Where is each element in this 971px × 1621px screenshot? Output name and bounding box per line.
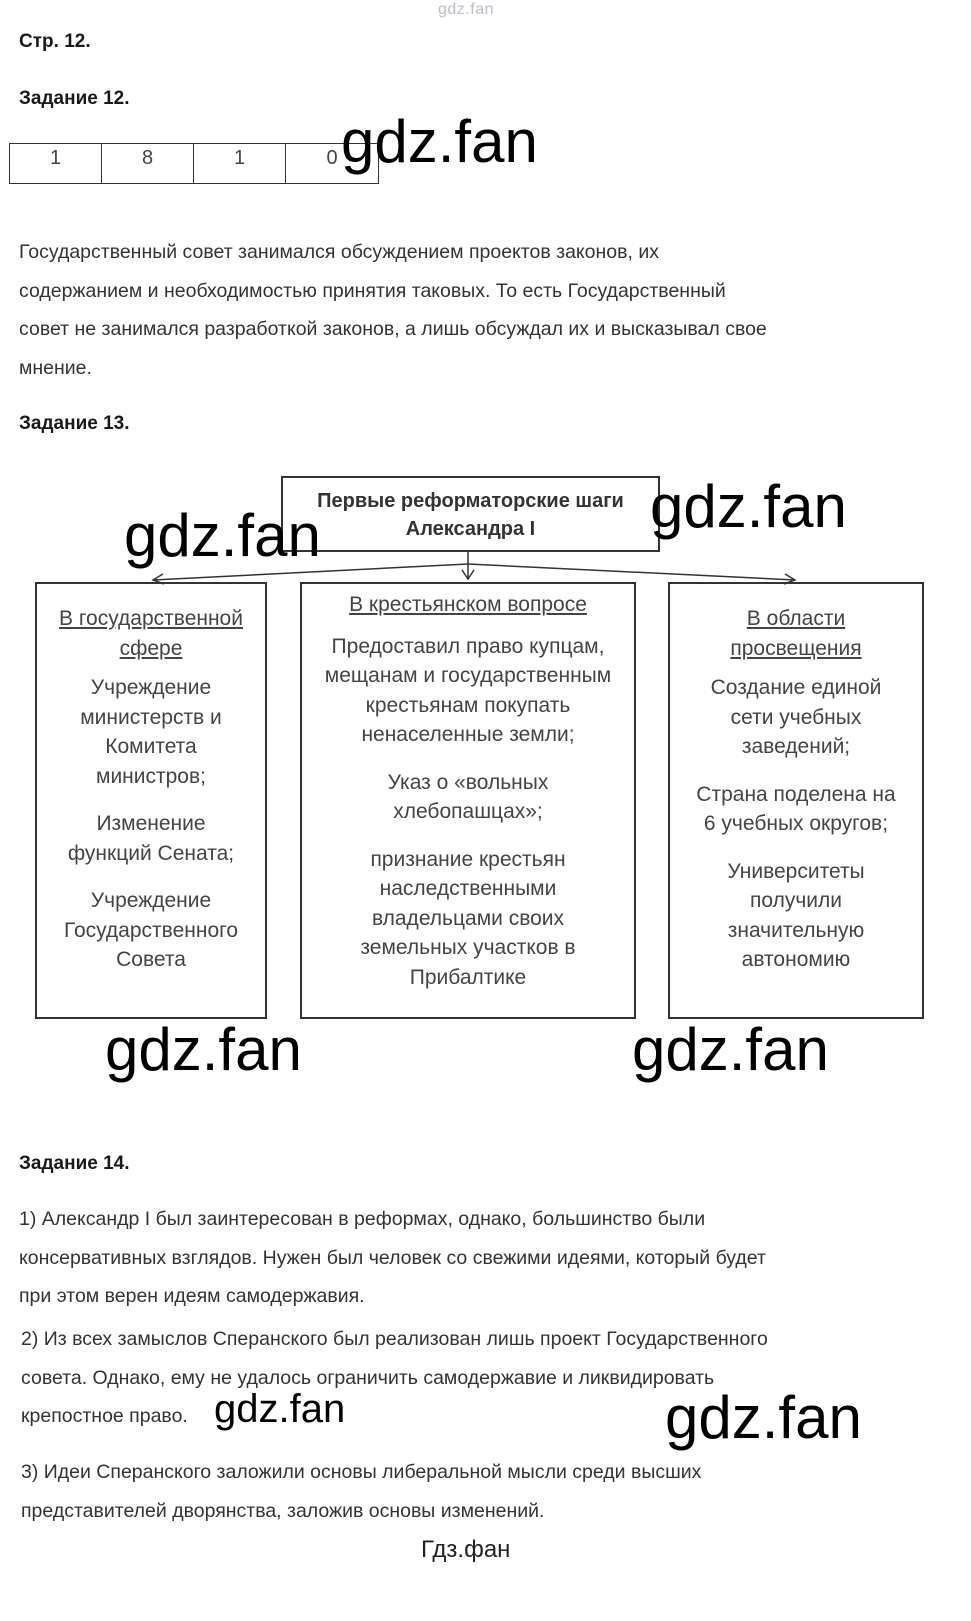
watermark-large: gdz.fan xyxy=(105,1016,302,1083)
item-line: функций Сената; xyxy=(67,841,235,865)
task14-answer-3 xyxy=(21,1453,701,1530)
item-line: признание крестьян xyxy=(370,847,566,871)
paragraph-line: совет не занимался разработкой законов, а лишь обсуждал их и высказывал свое xyxy=(19,318,767,340)
watermark-footer: Гдз.фан xyxy=(421,1536,511,1563)
diagram-title-line: Александра I xyxy=(405,518,536,540)
heading-line: В области xyxy=(746,607,846,630)
column-item xyxy=(302,845,634,993)
watermark-large: gdz.fan xyxy=(665,1384,862,1451)
item-line: Совета xyxy=(116,948,186,971)
answer-cell: 0 xyxy=(326,147,338,169)
item-line: наследственными xyxy=(379,877,557,900)
item-line: получили xyxy=(750,889,842,912)
column-item xyxy=(670,857,922,975)
item-line: Учреждение xyxy=(90,889,212,912)
task13-heading: Задание 13. xyxy=(19,413,130,434)
item-line: Изменение xyxy=(96,812,206,835)
task12-heading: Задание 12. xyxy=(19,88,130,109)
column-item xyxy=(670,673,922,762)
watermark-top: gdz.fan xyxy=(438,1,494,18)
item-line: ненаселенные земли; xyxy=(361,723,575,746)
watermark-large: gdz.fan xyxy=(650,473,847,540)
paragraph-line: 1) Александр I был заинтересован в реформах, однако, большинство были xyxy=(19,1208,706,1230)
paragraph-line: содержанием и необходимостью принятия таковых. То есть Государственный xyxy=(19,279,726,302)
paragraph-line: консервативных взглядов. Нужен был человек со свежими идеями, который будет xyxy=(19,1246,766,1269)
paragraph-line: совета. Однако, ему не удалось ограничить самодержавие и ликвидировать xyxy=(21,1366,715,1389)
arrow-line-right xyxy=(468,564,795,580)
answer-cell: 8 xyxy=(102,144,194,183)
watermark-large: gdz.fan xyxy=(632,1016,829,1083)
item-line: крестьянам покупать xyxy=(365,693,571,717)
heading-line: В государственной xyxy=(59,607,243,630)
column-heading xyxy=(302,590,634,620)
paragraph-line: 3) Идеи Сперанского заложили основы либеральной мысли среди высших xyxy=(21,1461,702,1483)
column-item xyxy=(37,673,265,791)
heading-line: просвещения xyxy=(730,636,862,660)
answer-cell: 1 xyxy=(194,144,286,183)
item-line: заведений; xyxy=(741,735,851,758)
item-line: хлебопашцах»; xyxy=(393,800,543,823)
paragraph-line: Государственный совет занимался обсуждением проектов законов, их xyxy=(19,241,659,263)
column-item xyxy=(37,886,265,975)
column-peasant-question xyxy=(300,582,636,1019)
heading-line: сфере xyxy=(119,636,183,660)
answer-cell: 1 xyxy=(10,144,102,183)
item-line: Страна поделена на xyxy=(696,782,896,806)
diagram-title-box xyxy=(281,476,660,552)
item-line: Указ о «вольных xyxy=(387,770,549,794)
column-item xyxy=(37,809,265,868)
diagram-title-line: Первые реформаторские шаги xyxy=(317,490,624,512)
column-item xyxy=(670,780,922,839)
heading-line: В крестьянском вопросе xyxy=(349,593,587,616)
column-state-sphere xyxy=(35,582,267,1019)
item-line: земельных участков в xyxy=(360,936,576,959)
task14-answer-1 xyxy=(19,1200,766,1316)
item-line: Предоставил право купцам, xyxy=(331,634,605,658)
item-line: министров; xyxy=(96,764,206,788)
watermark-medium: gdz.fan xyxy=(214,1387,346,1431)
item-line: автономию xyxy=(741,948,851,971)
column-item xyxy=(302,768,634,827)
paragraph-line: мнение. xyxy=(19,356,92,379)
item-line: Комитета xyxy=(105,735,197,758)
watermark-large: gdz.fan xyxy=(341,108,538,175)
item-line: Государственного xyxy=(63,918,239,942)
column-education xyxy=(668,582,924,1019)
column-heading xyxy=(37,604,265,663)
item-line: мещанам и государственным xyxy=(324,664,612,687)
paragraph-line: крепостное право. xyxy=(21,1405,188,1427)
page-label: Стр. 12. xyxy=(19,31,91,52)
column-heading xyxy=(670,604,922,663)
item-line: министерств и xyxy=(80,705,222,729)
paragraph-line: представителей дворянства, заложив основы изменений. xyxy=(21,1499,545,1522)
item-line: сети учебных xyxy=(730,705,862,729)
task14-heading: Задание 14. xyxy=(19,1153,130,1174)
paragraph-line: 2) Из всех замыслов Сперанского был реализован лишь проект Государственного xyxy=(21,1328,768,1350)
column-item xyxy=(302,632,634,750)
item-line: значительную xyxy=(727,918,865,942)
item-line: владельцами своих xyxy=(371,906,565,930)
task14-answer-2 xyxy=(21,1320,768,1436)
paragraph-line: при этом верен идеям самодержавия. xyxy=(19,1285,365,1307)
item-line: Создание единой xyxy=(710,676,882,699)
item-line: Учреждение xyxy=(90,676,212,699)
item-line: Университеты xyxy=(727,859,865,883)
item-line: Прибалтике xyxy=(409,965,527,989)
item-line: 6 учебных округов; xyxy=(703,812,889,835)
watermark-large: gdz.fan xyxy=(124,502,321,569)
